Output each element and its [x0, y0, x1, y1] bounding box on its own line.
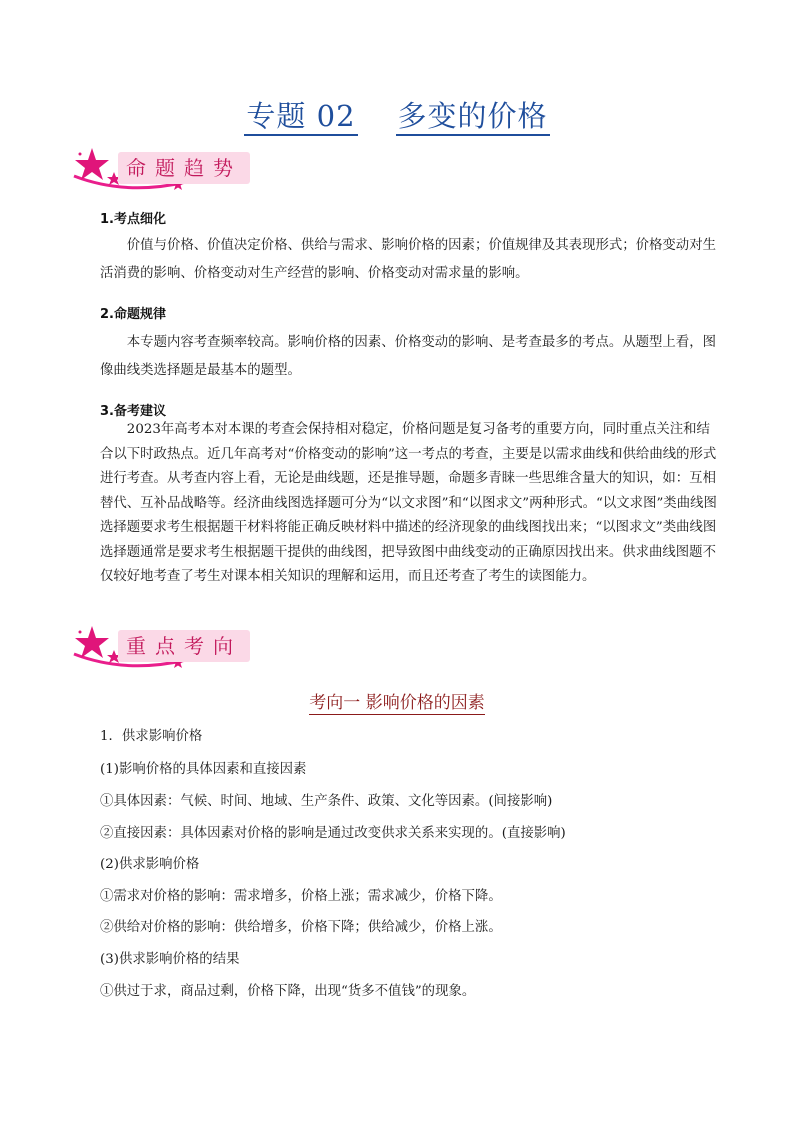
banner-focus — [66, 624, 256, 670]
focus-line: ②直接因素：具体因素对价格的影响是通过改变供求关系来实现的。(直接影响) — [100, 826, 566, 841]
banner-trend-label: 命题趋势 — [118, 152, 250, 184]
section-heading-1: 1.考点细化 — [100, 212, 166, 227]
focus-line: 1．供求影响价格 — [100, 729, 203, 744]
page-title — [0, 96, 794, 136]
section-text-1: 价值与价格、价值决定价格、供给与需求、影响价格的因素；价值规律及其表现形式；价格变动对生活消费的影响、价格变动对生产经营的影响、价格变动对需求量的影响。 — [100, 238, 716, 281]
section-text-2: 本专题内容考查频率较高。影响价格的因素、价格变动的影响、是考查最多的考点。从题型上看，图像曲线类选择题是最基本的题型。 — [100, 335, 716, 378]
focus-line: (1)影响价格的具体因素和直接因素 — [100, 762, 307, 777]
banner-focus-label: 重点考向 — [118, 630, 250, 662]
banner-trend — [66, 146, 256, 192]
title-part1: 专题 02 — [244, 99, 357, 136]
title-part2: 多变的价格 — [396, 99, 550, 136]
focus-line: (2)供求影响价格 — [100, 857, 200, 872]
focus-subtitle-text: 考向一 影响价格的因素 — [309, 693, 485, 713]
section-heading-2: 2.命题规律 — [100, 307, 166, 322]
focus-line: ②供给对价格的影响：供给增多，价格下降；供给减少，价格上涨。 — [100, 920, 502, 935]
focus-line: ①具体因素：气候、时间、地域、生产条件、政策、文化等因素。(间接影响) — [100, 794, 553, 809]
focus-line: ①供过于求，商品过剩，价格下降，出现“货多不值钱”的现象。 — [100, 984, 476, 999]
section-heading-3: 3.备考建议 — [100, 404, 166, 419]
focus-subtitle — [0, 688, 794, 713]
focus-line: ①需求对价格的影响：需求增多，价格上涨；需求减少，价格下降。 — [100, 889, 502, 904]
focus-line: (3)供求影响价格的结果 — [100, 952, 240, 967]
section-text-3: 2023年高考本对本课的考查会保持相对稳定，价格问题是复习备考的重要方向，同时重点关注和结合以下时政热点。近几年高考对“价格变动的影响”这一考点的考查，主要是以需求曲线和供给曲线的形式进行考查。从考查内容上看，无论是曲线题，还是推导题，命题多青睐一些思维含量大的知识，如：互相替代、互补品战略等。经济曲线图选择题可分为“以文求图”和“以图求文”两种形式。“以文求图”类曲线图选择题要求考生根据题干材料将能正确反映材料中描述的经济现象的曲线图找出来；“以图求文”类曲线图选择题通常是要求考生根据题干提供的曲线图，把导致图中曲线变动的正确原因找出来。供求曲线图题不仅较好地考查了考生对课本相关知识的理解和运用，而且还考查了考生的读图能力。 — [100, 422, 717, 584]
